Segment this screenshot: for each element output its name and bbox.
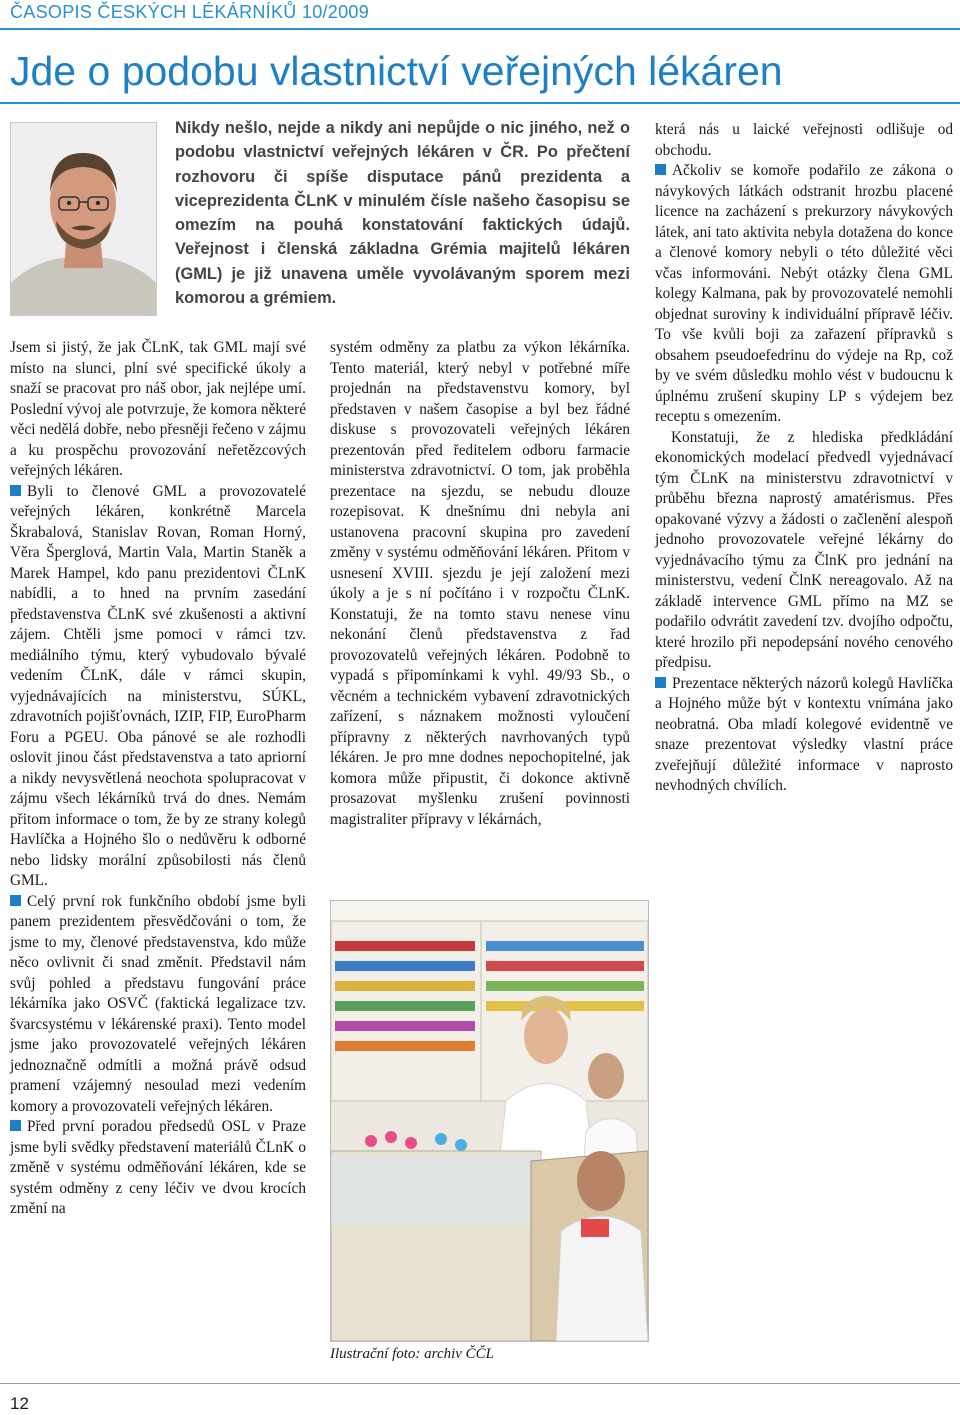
column-2 <box>330 338 630 830</box>
page-number: 12 <box>10 1394 29 1413</box>
section-square-icon <box>10 1120 21 1131</box>
section-square-icon <box>655 164 666 175</box>
lead-paragraph: Nikdy nešlo, nejde a nikdy ani nepůjde o nic jiného, než o podobu vlastnictví veřejných lékáren v ČR. Po přečtení rozhovoru či spíše disputace pánů prezidenta a viceprezidenta ČLnK v minulém čísle našeho časopisu se omezím na pouhá konstatování faktických údajů. Veřejnost i členská základna Grémia majitelů lékáren (GML) je již unavena uměle vyvolávaným sporem mezi komorou a grémiem. <box>175 119 630 308</box>
author-portrait <box>10 122 157 316</box>
pharmacy-photo <box>330 900 649 1342</box>
column-3 <box>655 120 953 797</box>
col1-paragraph: Byli to členové GML a provozovatelé veřejných lékáren, konkrétně Marcela Škrabalová, Stanislav Rovan, Roman Horný, Věra Šperglová, Martin Vala, Martin Staněk a Marek Hampel, kdo panu prezidentovi ČLnK nabídli, a to hned na prvním zasedání představenstva ČLnK své zkušenosti a aktivní zájem. Chtěli jsme pomoci v rámci tzv. mediálního týmu, který vybudovalo bývalé vedením ČLnK, dále v rámci skupin, vyjednávajících na ministerstvu, SÚKL, zdravotních pojišťovnách, IZIP, FIP, EuroPharm Foru a PGEU. Oba pánové se ale rozhodli oslovit jinou část představenstva a tato apriorní a nikdy nevysvětlená neochota spolupracovat v zájmu všech lékárníků trvá do dnes. Nemám přitom informace o tom, že by ze strany kolegů Havlíčka a Hojného šlo o nedůvěru k odborné nebo lidsky morální způsobilosti nás členů GML. <box>10 482 306 889</box>
footer-rule <box>0 1383 960 1384</box>
column-1 <box>10 338 306 1220</box>
col3-paragraph: Prezentace některých názorů kolegů Havlíčka a Hojného může být v kontextu vnímána jako neobratná. Oba mladí kolegové evidentně ve snaze prezentovat výsledky vlastní práce zveřejňují důležité informace v naprosto nevhodných chvílích. <box>655 674 953 794</box>
col1-paragraph: Před první poradou předsedů OSL v Praze jsme byli svědky představení materiálů ČLnK o změně v systému odměňování lékáren, kde se systém odměny z ceny léčiv ve dvou krocích změní na <box>10 1118 306 1217</box>
col3-paragraph: která nás u laické veřejnosti odlišuje od obchodu. <box>655 121 953 159</box>
section-square-icon <box>655 677 666 688</box>
col3-paragraph: Konstatuji, že z hlediska předkládání ekonomických modelací předvedl vyjednávací tým ČLnK na ministerstvu zdravotnictví v průběhu března naprostý amatérismus. Přes opakované výzvy a žádosti o začlenění alespoň jednoho provozovatele veřejné lékárny do vyjednávacího týmu za ČlnK pro jednání na ministerstvu, vedení ČlnK nereagovalo. Až na základě intervence GML přímo na MZ se podařilo odvrátit zavedení tzv. dvojího odpočtu, které hrozilo při nepodepsání nového cenového předpisu. <box>655 428 953 671</box>
col1-paragraph: Celý první rok funkčního období jsme byli panem prezidentem přesvědčováni o tom, že jsme to my, členové představenstva, kdo může něco ovlivnit či snad změnit. Představil nám svůj pohled a představu fungování práce lékárníka jako OSVČ (faktická legalizace tzv. švarcsystému v lékárenské praxi). Tento model jsme jako provozovatelé veřejných lékáren jednoznačně odmítli a možná právě odsud pramení vzájemný nesoulad mezi vedením komory a provozovateli veřejných lékáren. <box>10 892 306 1115</box>
headline-rule <box>0 102 960 104</box>
masthead: ČASOPIS ČESKÝCH LÉKÁRNÍKŮ 10/2009 <box>10 2 370 22</box>
col3-paragraph: Ačkoliv se komoře podařilo ze zákona o návykových látkách odstranit hrozbu placené licence na zacházení s prekurzory návykových látek, ani tato aktivita nebyla dotažena do konce a členové komory nebyli o této důležité věci včas informováni. Nebýt otázky člena GML kolegy Kalmana, pak by provozovatelé nemohli objednat suroviny k individuální přípravě léčiv. To vše kvůli boji za zařazení přípravků s obsahem pseudoefedrinu do výdeje na Rp, což by ve svém důsledku mohlo vést v budoucnu k úplnému zrušení skupiny LP s výdejem bez receptu s omezením. <box>655 162 953 425</box>
section-square-icon <box>10 485 21 496</box>
col1-paragraph: Jsem si jistý, že jak ČLnK, tak GML mají své místo na slunci, plní své specifické úkoly a snaží se pracovat pro náš obor, jak nejlépe umí. Poslední vývoj ale potvrzuje, že komora některé věci nedělá dobře, nebo přesněji řečeno v zájmu a ku prospěchu provozování neřetězcových veřejných lékáren. <box>10 339 306 479</box>
photo-caption: Ilustrační foto: archiv ČČL <box>330 1346 495 1362</box>
masthead-rule <box>0 28 960 30</box>
headline: Jde o podobu vlastnictví veřejných lékáren <box>10 48 783 94</box>
col2-paragraph: systém odměny za platbu za výkon lékárníka. Tento materiál, který nebyl v potřebné míře projednán na představenstvu komory, byl představen v našem časopise a byl bez řádné diskuse s provozovateli veřejných lékáren prezentován před ředitelem odboru farmacie ministerstva zdravotnictví. O tom, jak proběhla prezentace na sjezdu, se nebudu dlouze rozepisovat. K dnešnímu dni nebyla ani ustanovena pracovní skupina pro zavedení změny v systému odměňování lékáren. Přitom v usnesení XVIII. sjezdu je její založení mezi úkoly a je s ní počítáno i v rozpočtu ČLnK. Konstatuji, že na tomto stavu nenese vinu nekonání členů představenstva z řad provozovatelů veřejných lékáren. Podobně to vypadá s připomínkami k vyhl. 49/93 Sb., o věcném a technickém vybavení zdravotnických zařízení, s náznakem možnosti vyloučení přípravny z některých navrhovaných typů lékáren. Je pro mne dodnes nepochopitelné, jak komora může připustit, či dokonce aktivně prosazovat myšlenku zrušení povinnosti magistraliter přípravy v lékárnách, <box>330 339 630 828</box>
section-square-icon <box>10 895 21 906</box>
